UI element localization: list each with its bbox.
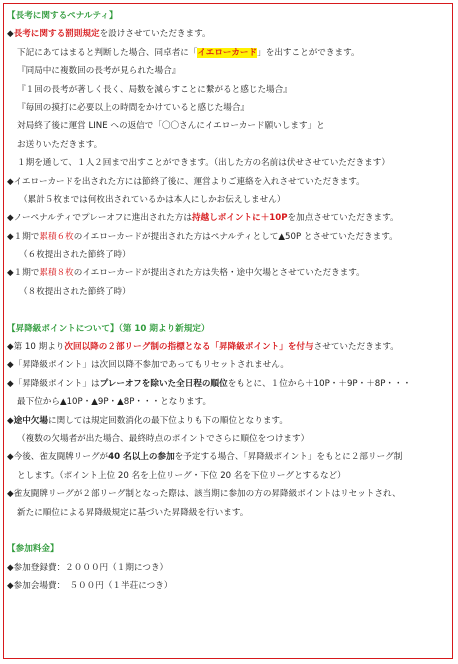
penalty-line-15: （８枚提出された節終了時） xyxy=(19,286,131,297)
penalty-line-11-pre: ◆ノーペナルティでプレーオフに進出された方は xyxy=(7,213,192,224)
penalty-line-1 xyxy=(7,25,451,43)
promotion-line-1 xyxy=(7,338,451,356)
penalty-line-7: お送りいただきます。 xyxy=(17,139,103,150)
fee-registration: ◆参加登録費：２０００円（１期につき） xyxy=(7,562,169,573)
penalty-line-11-post: を加点させていただきます。 xyxy=(287,213,399,224)
penalty-rule-highlight: 長考に関する罰則規定 xyxy=(13,29,100,40)
promotion-line-8: とします。（ポイント上位 20 名を上位リーグ・下位 20 名を下位リーグとするなど） xyxy=(17,470,346,481)
penalty-line-12-pre: ◆１期で xyxy=(7,231,40,242)
promotion-heading: 【昇降級ポイントについて】（第 10 期より新規定） xyxy=(7,323,210,334)
promotion-line-1-post: させていただきます。 xyxy=(313,342,399,353)
forty-participants: 40 名以上の参加 xyxy=(108,452,175,463)
promotion-line-7 xyxy=(7,448,451,466)
promotion-line-9: ◆雀友闘牌リーグが２部リーグ制となった際は、該当期に参加の方の昇降級ポイントはリセットされ、 xyxy=(7,489,401,500)
penalty-line-1-text: を設けさせていただきます。 xyxy=(99,29,211,40)
penalty-heading: 【長考に関するペナルティ】 xyxy=(7,11,118,21)
penalty-line-2-post: 」を出すことができます。 xyxy=(257,47,360,58)
penalty-line-12 xyxy=(7,228,451,246)
bullet: ◆ xyxy=(7,29,14,40)
promotion-points-highlight: 次回以降の２部リーグ制の指標となる「昇降級ポイント」を付与 xyxy=(64,342,314,353)
penalty-line-5: 『毎回の摸打に必要以上の時間をかけていると感じた場合』 xyxy=(17,102,250,113)
penalty-line-10: （累計５枚までは何枚出されているかは本人にしかお伝えしません） xyxy=(19,194,286,205)
penalty-line-4: 『１回の長考が著しく長く、局数を減らすことに繋がると感じた場合』 xyxy=(17,84,292,95)
promotion-line-7-pre: ◆今後、雀友闘牌リーグが xyxy=(7,452,109,463)
ranking-basis: プレーオフを除いた全日程の順位 xyxy=(99,378,228,389)
carryover-bonus: 持越しポイントに＋10P xyxy=(191,213,288,224)
penalty-line-14-pre: ◆１期で xyxy=(7,268,40,279)
promotion-line-3-post: をもとに、１位から＋10P・＋9P・＋8P・・・ xyxy=(227,378,412,389)
penalty-line-11 xyxy=(7,209,451,227)
promotion-line-1-pre: ◆第 10 期より xyxy=(7,342,65,353)
penalty-line-14 xyxy=(7,264,451,282)
promotion-line-3 xyxy=(7,375,451,393)
promotion-line-2: ◆「昇降級ポイント」は次回以降不参加であってもリセットされません。 xyxy=(7,360,289,371)
section-gap xyxy=(7,301,451,319)
penalty-line-3: 『同局中に複数回の長考が見られた場合』 xyxy=(17,66,181,77)
promotion-line-5 xyxy=(7,412,451,430)
promotion-line-5-post: に関しては規定回数消化の最下位よりも下の順位となります。 xyxy=(47,415,288,426)
promotion-line-10: 新たに順位による昇降級規定に基づいた昇降級を行います。 xyxy=(17,507,249,518)
rules-document xyxy=(7,7,451,596)
promotion-line-6: （複数の欠場者が出た場合、最終時点のポイントでさらに順位をつけます） xyxy=(17,433,310,444)
fee-venue: ◆参加会場費： ５００円（１半荘につき） xyxy=(7,581,173,592)
promotion-line-4: 最下位から▲10P・▲9P・▲8P・・・となります。 xyxy=(17,397,212,408)
cumulative-6: 累積６枚 xyxy=(39,231,74,242)
penalty-line-14-post: のイエローカードが提出された方は失格・途中欠場とさせていただきます。 xyxy=(73,268,365,279)
fee-heading: 【参加料金】 xyxy=(7,544,59,555)
yellow-card-label: イエローカード xyxy=(197,47,258,58)
section-gap xyxy=(7,522,451,540)
penalty-line-2 xyxy=(7,44,451,62)
penalty-line-13: （６枚提出された節終了時） xyxy=(19,250,131,261)
penalty-line-12-post: のイエローカードが提出された方はペナルティとして▲50P とさせていただきます。 xyxy=(73,231,398,242)
penalty-line-6: 対局終了後に運営 LINE への返信で「〇〇さんにイエローカード願いします」と xyxy=(17,121,325,132)
mid-withdrawal-label: ◆途中欠場 xyxy=(7,415,48,426)
promotion-line-3-pre: ◆「昇降級ポイント」は xyxy=(7,378,100,389)
promotion-line-7-post: を予定する場合、「昇降級ポイント」をもとに２部リーグ制 xyxy=(174,452,403,463)
penalty-line-2-pre: 下記にあてはまると判断した場合、同卓者に「 xyxy=(17,47,198,58)
penalty-line-9: ◆イエローカードを出された方には節終了後に、運営よりご連絡を入れさせていただきます。 xyxy=(7,176,365,187)
cumulative-8: 累積８枚 xyxy=(39,268,74,279)
penalty-line-8: １期を通して、１人２回まで出すことができます。（出した方の名前は伏せさせていただきます） xyxy=(17,158,390,169)
